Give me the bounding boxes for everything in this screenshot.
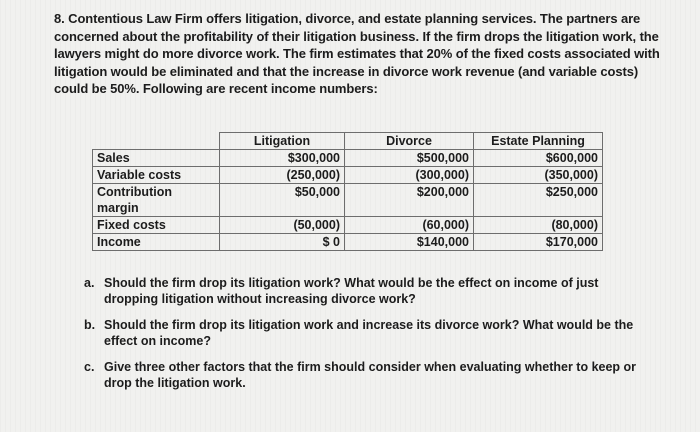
table-cell: (300,000) (345, 167, 474, 184)
question-letter: c. (84, 360, 95, 374)
header-estate-planning: Estate Planning (474, 133, 603, 150)
row-label: Contribution margin (93, 184, 220, 217)
table-cell: $500,000 (345, 150, 474, 167)
table-cell: $200,000 (345, 184, 474, 217)
income-table (92, 132, 603, 251)
question-text: Should the firm drop its litigation work? What would be the effect on income of just dropping litigation without increasing divorce work? (104, 276, 599, 306)
question-letter: a. (84, 276, 95, 290)
table-row (93, 217, 603, 234)
question-text: Give three other factors that the firm should consider when evaluating whether to keep or drop the litigation work. (104, 360, 637, 390)
table-cell: (80,000) (474, 217, 603, 234)
question-b (84, 318, 644, 349)
table-header-blank (93, 133, 220, 150)
header-divorce: Divorce (345, 133, 474, 150)
table-cell: $300,000 (220, 150, 345, 167)
row-label: Sales (93, 150, 220, 167)
table-cell: $50,000 (220, 184, 345, 217)
table-cell: (350,000) (474, 167, 603, 184)
table-cell: $140,000 (345, 234, 474, 251)
question-c (84, 360, 644, 391)
table-row (93, 234, 603, 251)
row-label: Income (93, 234, 220, 251)
table-row (93, 167, 603, 184)
table-cell: $600,000 (474, 150, 603, 167)
table-cell: (50,000) (220, 217, 345, 234)
table-cell: $250,000 (474, 184, 603, 217)
question-a (84, 276, 644, 307)
row-label: Variable costs (93, 167, 220, 184)
table-row (93, 184, 603, 217)
table-cell: $170,000 (474, 234, 603, 251)
table-row (93, 150, 603, 167)
table-cell: (250,000) (220, 167, 345, 184)
question-letter: b. (84, 318, 96, 332)
table-header-row (93, 133, 603, 150)
question-text: Should the firm drop its litigation work and increase its divorce work? What would be the effect on income? (104, 318, 634, 348)
row-label: Fixed costs (93, 217, 220, 234)
question-list (84, 276, 644, 402)
table-cell: $ 0 (220, 234, 345, 251)
header-litigation: Litigation (220, 133, 345, 150)
table-cell: (60,000) (345, 217, 474, 234)
problem-statement: 8. Contentious Law Firm offers litigation, divorce, and estate planning services. The partners are concerned about the profitability of their litigation business. If the firm drops the litigation work, the lawyers might do more divorce work. The firm estimates that 20% of the fixed costs associated with litigation would be eliminated and that the increase in divorce work revenue (and variable costs) could be 50%. Following are recent income numbers: (54, 11, 660, 97)
